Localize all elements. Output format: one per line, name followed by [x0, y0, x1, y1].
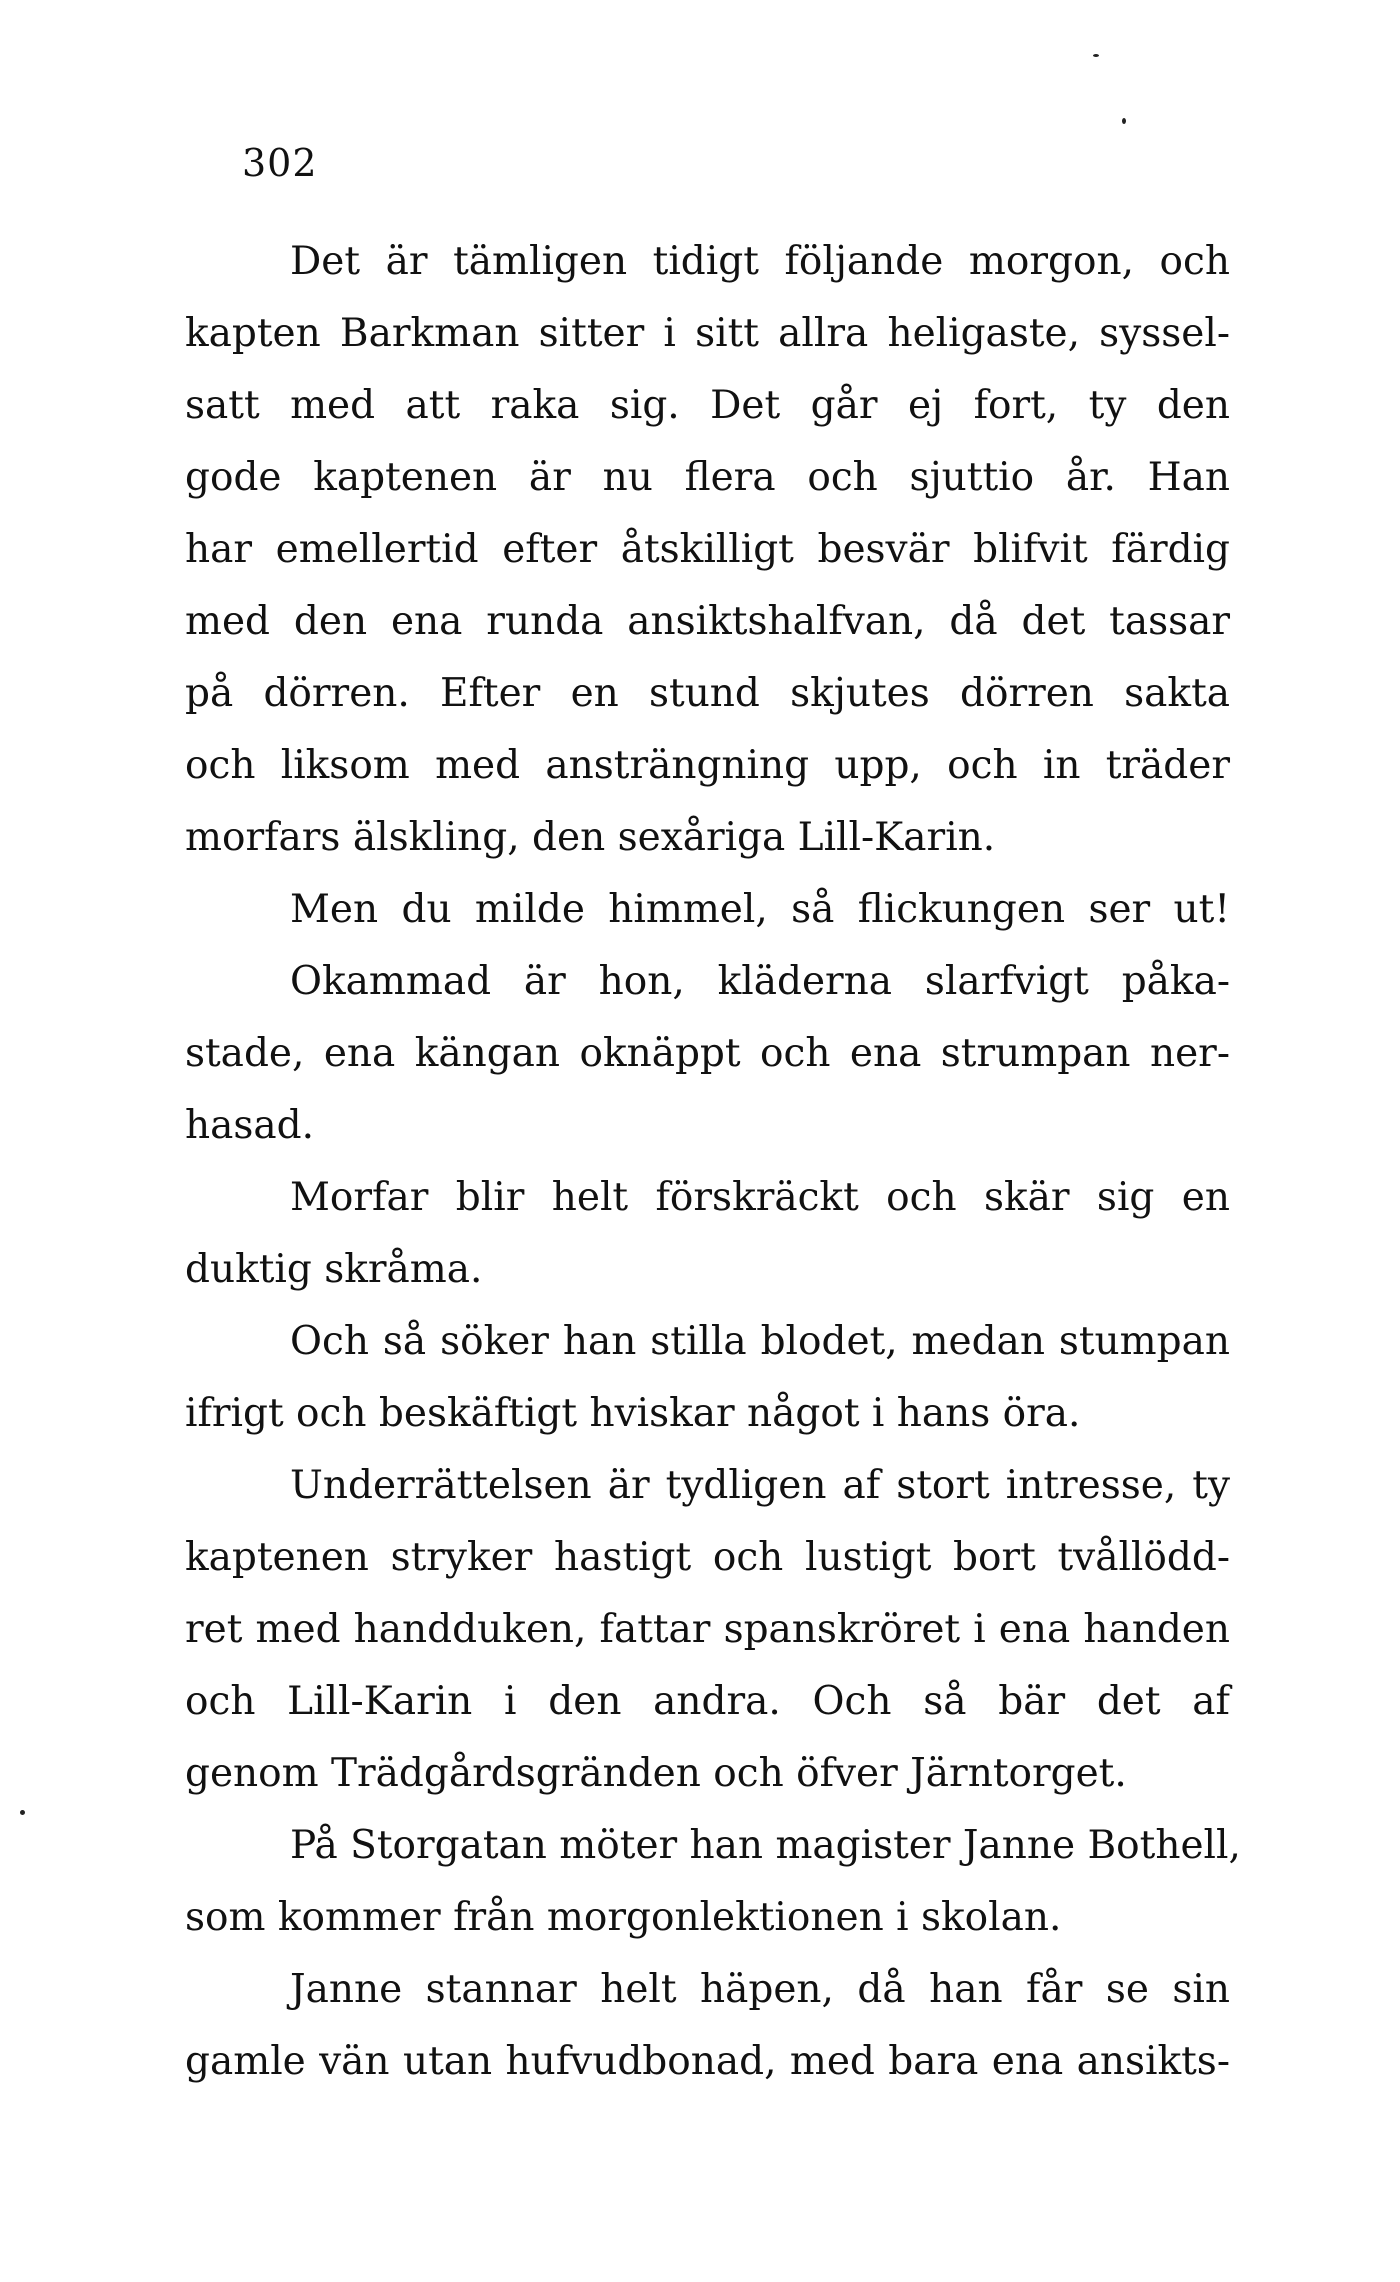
scan-speck	[20, 1810, 25, 1815]
text-line: satt med att raka sig. Det går ej fort, ty den	[185, 383, 1230, 428]
text-line: och liksom med ansträngning upp, och in träder	[185, 743, 1230, 788]
scan-speck	[1093, 54, 1099, 57]
text-line: som kommer från morgonlektionen i skolan.	[185, 1895, 1062, 1940]
text-line: På Storgatan möter han magister Janne Bothell,	[290, 1823, 1241, 1868]
text-line: kapten Barkman sitter i sitt allra heligaste, syssel-	[185, 311, 1230, 356]
text-line: Janne stannar helt häpen, då han får se sin	[290, 1967, 1230, 2012]
text-block	[185, 226, 1241, 2098]
text-line: Underrättelsen är tydligen af stort intresse, ty	[290, 1463, 1230, 1508]
text-line: Men du milde himmel, så flickungen ser ut!	[290, 887, 1230, 932]
text-line: Okammad är hon, kläderna slarfvigt påka-	[290, 959, 1230, 1004]
text-line: kaptenen stryker hastigt och lustigt bort tvållödd-	[185, 1535, 1230, 1580]
page-number: 302	[242, 141, 318, 185]
text-line: morfars älskling, den sexåriga Lill-Karin.	[185, 815, 996, 860]
text-line: ret med handduken, fattar spanskröret i ena handen	[185, 1607, 1230, 1652]
text-line: med den ena runda ansiktshalfvan, då det tassar	[185, 599, 1230, 644]
text-line: Det är tämligen tidigt följande morgon, och	[290, 239, 1230, 284]
text-line: på dörren. Efter en stund skjutes dörren sakta	[185, 671, 1230, 716]
text-line: gode kaptenen är nu flera och sjuttio år. Han	[185, 455, 1230, 500]
text-line: har emellertid efter åtskilligt besvär blifvit färdig	[185, 527, 1230, 572]
text-line: genom Trädgårdsgränden och öfver Järntorget.	[185, 1751, 1127, 1796]
text-line: duktig skråma.	[185, 1247, 483, 1292]
text-line: stade, ena kängan oknäppt och ena strumpan ner-	[185, 1031, 1230, 1076]
text-line: hasad.	[185, 1103, 314, 1148]
text-line: ifrigt och beskäftigt hviskar något i hans öra.	[185, 1391, 1081, 1436]
scan-speck	[1122, 118, 1126, 124]
text-line: gamle vän utan hufvudbonad, med bara ena ansikts-	[185, 2039, 1230, 2084]
text-line: Morfar blir helt förskräckt och skär sig en	[290, 1175, 1230, 1220]
text-line: Och så söker han stilla blodet, medan stumpan	[290, 1319, 1230, 1364]
text-line: och Lill-Karin i den andra. Och så bär det af	[185, 1679, 1230, 1724]
